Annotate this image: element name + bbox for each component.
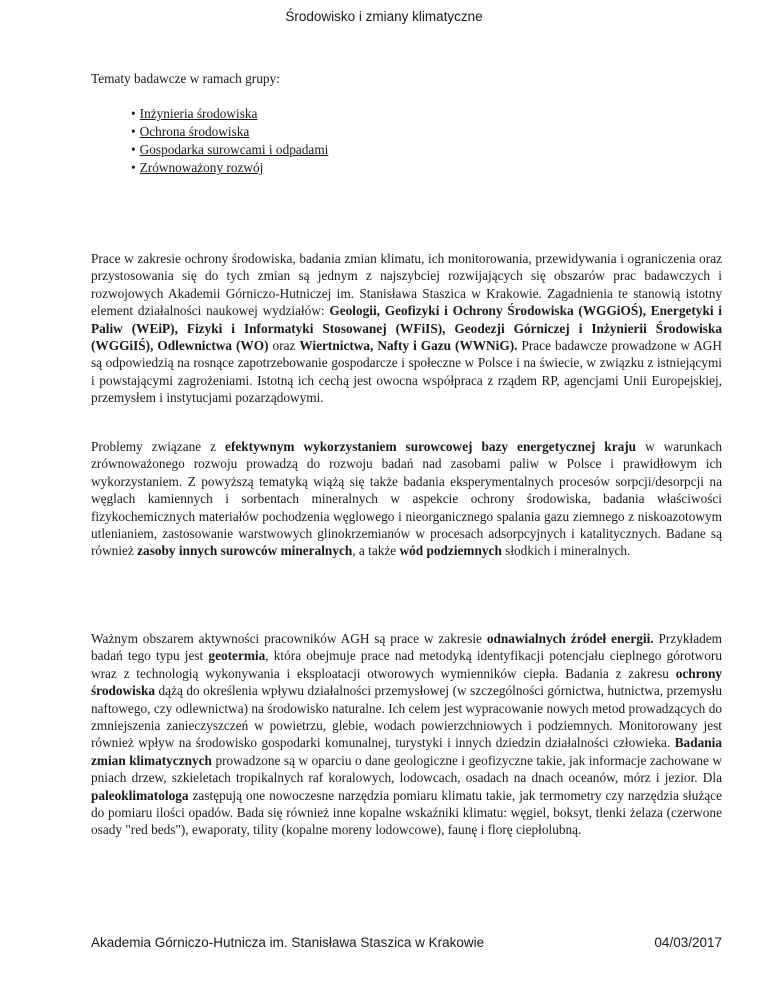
text-span: dążą do określenia wpływu działalności przemysłowej (w szczególności górnictwa, hutnictwa, przemysłu naftowego, czy odlewnictwa) na środowisko naturalne. Ich celem jest wypracowanie nowych metod prowadzących do zmniejszenia zanieczyszczeń w powietrzu, glebie, wodach powierzchniowych i podziemnych. Monitorowany jest również wpływ na środowisko gospodarki komunalnej, turystyki i innych dziedzin działalności człowieka. (91, 683, 722, 751)
bold-faculty-wwnig: Wiertnictwa, Nafty i Gazu (WWNiG). (299, 338, 518, 354)
topic-link-rozwoj[interactable]: Zrównoważony rozwój (139, 160, 264, 176)
topic-link-ochrona[interactable]: Ochrona środowiska (139, 124, 250, 140)
topic-link-inzynieria[interactable]: Inżynieria środowiska (139, 106, 258, 122)
paragraph-energy-resources (91, 438, 722, 560)
text-span: oraz (268, 338, 300, 354)
bold-renewable-energy: odnawialnych źródeł energii. (486, 631, 654, 646)
footer-date: 04/03/2017 (654, 935, 722, 950)
page-footer (91, 935, 722, 950)
text-span: Prace badawcze prowadzone w AGH są odpowiedzią na rosnące zapotrzebowanie gospodarcze i społeczne w Polsce i na świecie, w związku z istniejącymi i powstającymi zagrożeniami. Istotną ich cechą jest owocna współpraca z rządem RP, agencjami Unii Europejskiej, przemysłem i instytucjami pozarządowymi. (91, 338, 722, 406)
topic-item (131, 123, 722, 141)
text-span: Prace w zakresie ochrony środowiska, badania zmian klimatu, ich monitorowania, przewidywania i ograniczenia oraz przystosowania się do tych zmian są jednym z najszybciej rozwijających się obszarów prac badawczych i rozwojowych Akademii Górniczo-Hutniczej im. Stanisława Staszica w Krakowie. Zagadnienia te stanowią istotny element działalności naukowej wydziałów: (91, 251, 722, 319)
topic-item (131, 141, 722, 159)
bold-other-resources: zasoby innych surowców mineralnych (137, 543, 353, 559)
text-span: Przykładem badań tego typu jest (91, 631, 723, 664)
text-span: zastępują one nowoczesne narzędzia pomiaru klimatu takie, jak termometry czy narzędzia służące do pomiaru ilości opadów. Bada się również inne kopalne wskaźniki klimatu: węgiel, boksyt, tlenki żelaza (czerwone osady "red beds"), ewaporaty, tility (kopalne moreny lodowcowe), faunę i florę ciepłolubną. (91, 787, 722, 838)
intro-section (91, 70, 722, 177)
paragraph-renewable-climate (91, 630, 722, 839)
bold-climate-research: Badania zmian klimatycznych (91, 735, 722, 768)
topic-link-gospodarka[interactable]: Gospodarka surowcami i odpadami (139, 142, 329, 158)
text-span: w warunkach zrównoważonego rozwoju prowadzą do rozwoju badań nad zasobami paliw w Polsce i prawidłowym ich wykorzystaniem. Z powyższą tematyką wiążą się także badania eksperymentalnych procesów sorpcji/desorpcji na węglach kamiennych i sorbentach mineralnych w aspekcie ochrony środowiska, badania właściwości fizykochemicznych materiałów pochodzenia węglowego i nieorganicznego spalania gazu ziemnego z niskoazotowym utlenianiem, zastosowanie warstwowych glinokrzemianów w procesach adsorpcyjnych i katalitycznych. Badane są również (91, 439, 722, 559)
bullet-icon: • (131, 160, 136, 176)
text-span: słodkich i mineralnych. (501, 543, 631, 559)
topics-list (131, 105, 722, 177)
text-span: Problemy związane z (91, 439, 226, 454)
bold-environment-protection: ochrony środowiska (91, 665, 722, 699)
bullet-icon: • (131, 124, 136, 140)
bold-energy-base: efektywnym wykorzystaniem surowcowej bazy energetycznej kraju (225, 439, 637, 454)
footer-institution: Akademia Górniczo-Hutnicza im. Stanisława Staszica w Krakowie (91, 935, 485, 950)
bold-geothermal: geotermia (208, 648, 266, 664)
topic-item (131, 105, 722, 123)
bullet-icon: • (131, 106, 136, 122)
page-header-title: Środowisko i zmiany klimatyczne (285, 9, 483, 24)
bold-groundwater: wód podziemnych (399, 543, 502, 559)
text-span: , która obejmuje prace nad metodyką identyfikacji potencjału cieplnego górotworu wraz z technologią wykonywania i eksploatacji otworowych wymienników ciepła. Badania z zakresu (91, 648, 722, 681)
text-span: prowadzone są w oparciu o dane geologiczne i geofizyczne takie, jak informacje zachowane w pniach drzew, szkieletach tropikalnych raf koralowych, lodowcach, osadach na dnach oceanów, mórz i jezior. Dla (91, 752, 722, 786)
bold-faculties: Geologii, Geofizyki i Ochrony Środowiska (WGGiOŚ), Energetyki i Paliw (WEiP), Fizyki i Informatyki Stosowanej (WFiIS), Geodezji Górniczej i Inżynierii Środowiska (WGGiIŚ), Odlewnictwa (WO) (91, 303, 722, 354)
bold-paleoclimatologist: paleoklimatologa (91, 787, 189, 803)
text-span: Ważnym obszarem aktywności pracowników AGH są prace w zakresie (91, 631, 487, 646)
bullet-icon: • (131, 142, 136, 158)
paragraph-research-overview (91, 250, 722, 407)
topic-item (131, 159, 722, 177)
text-span: , a także (352, 543, 400, 559)
topics-heading: Tematy badawcze w ramach grupy: (91, 71, 280, 86)
